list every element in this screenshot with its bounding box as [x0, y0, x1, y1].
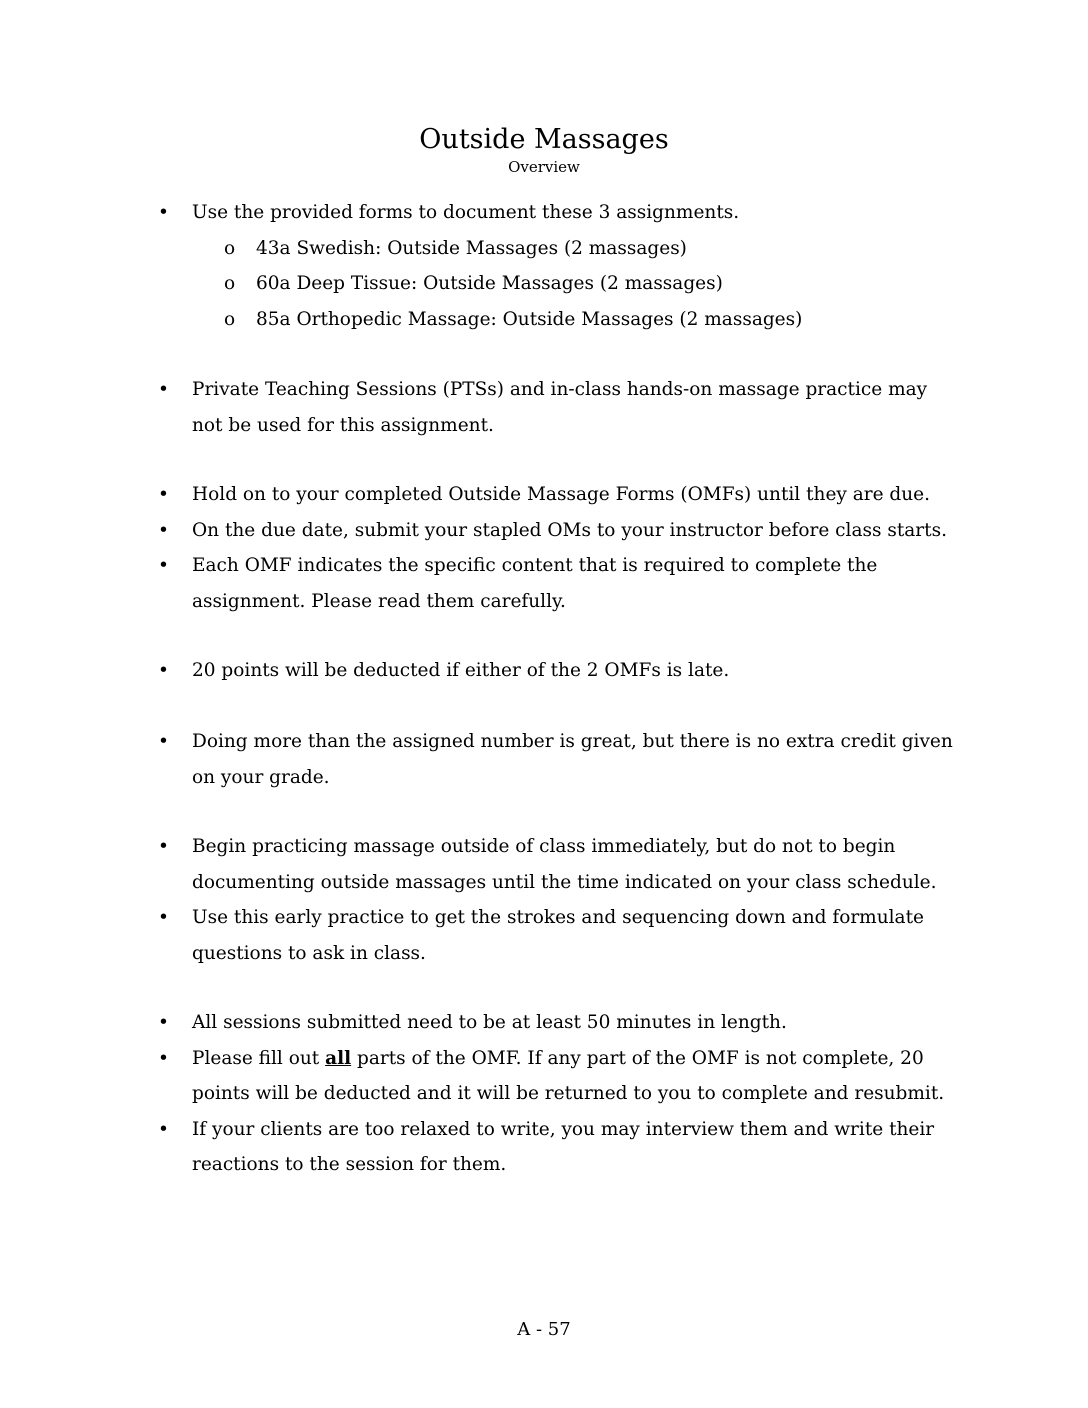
list-item: • Begin practicing massage outside of class immediately, but do not to begin	[158, 829, 958, 865]
bullet-group-extra	[158, 724, 958, 795]
bullet-icon: •	[158, 484, 169, 505]
list-item-continuation: points will be deducted and it will be returned to you to complete and resubmit.	[192, 1083, 945, 1104]
page-title: Outside Massages	[419, 124, 669, 155]
bullet-icon: •	[158, 555, 169, 576]
page-subtitle: Overview	[508, 158, 580, 176]
list-item: • Private Teaching Sessions (PTSs) and in-class hands-on massage practice may	[158, 372, 958, 408]
sub-bullet-icon: o	[224, 308, 236, 330]
bullet-group-assignments	[158, 195, 958, 337]
list-item: • Hold on to your completed Outside Massage Forms (OMFs) until they are due.	[158, 477, 958, 513]
sub-bullet-icon: o	[224, 237, 236, 259]
list-item: • Each OMF indicates the specific content that is required to complete the	[158, 548, 958, 584]
list-item: • Use the provided forms to document these 3 assignments.	[158, 195, 958, 231]
list-item-continuation: reactions to the session for them.	[192, 1154, 507, 1175]
bullet-icon: •	[158, 519, 169, 541]
list-item-continuation: questions to ask in class.	[192, 942, 426, 964]
list-item-continuation: documenting outside massages until the time indicated on your class schedule.	[192, 871, 937, 893]
bullet-icon: •	[158, 731, 169, 752]
bullet-group-omf	[158, 477, 958, 619]
sub-list-item: o 85a Orthopedic Massage: Outside Massages (2 massages)	[158, 302, 958, 338]
emphasis-all: all	[325, 1047, 352, 1069]
bullet-icon: •	[158, 379, 169, 400]
list-item-continuation: assignment. Please read them carefully.	[192, 590, 566, 612]
bullet-group-pts	[158, 372, 958, 443]
bullet-icon: •	[158, 202, 169, 223]
bullet-icon: •	[158, 1118, 169, 1140]
bullet-icon: •	[158, 1012, 169, 1033]
bullet-group-sessions	[158, 1005, 958, 1183]
list-item: • On the due date, submit your stapled OMs to your instructor before class starts.	[158, 513, 958, 549]
bullet-group-practice	[158, 829, 958, 971]
bullet-icon: •	[158, 1047, 169, 1069]
list-item-continuation: on your grade.	[192, 766, 330, 788]
list-item: • If your clients are too relaxed to write, you may interview them and write their	[158, 1112, 958, 1148]
sub-bullet-icon: o	[224, 273, 236, 294]
list-item-continuation: not be used for this assignment.	[192, 414, 494, 436]
list-item: • Please fill out all parts of the OMF. If any part of the OMF is not complete, 20	[158, 1041, 958, 1077]
list-item: • Doing more than the assigned number is great, but there is no extra credit given	[158, 724, 958, 760]
bullet-group-late	[158, 653, 958, 689]
list-item: • All sessions submitted need to be at least 50 minutes in length.	[158, 1005, 958, 1041]
bullet-icon: •	[158, 907, 169, 928]
page-number: A - 57	[517, 1319, 571, 1340]
sub-list-item: o 43a Swedish: Outside Massages (2 massages)	[158, 231, 958, 267]
sub-list-item: o 60a Deep Tissue: Outside Massages (2 massages)	[158, 266, 958, 302]
bullet-icon: •	[158, 660, 169, 681]
bullet-icon: •	[158, 836, 169, 857]
list-item: • 20 points will be deducted if either of the 2 OMFs is late.	[158, 653, 958, 689]
list-item: • Use this early practice to get the strokes and sequencing down and formulate	[158, 900, 958, 936]
